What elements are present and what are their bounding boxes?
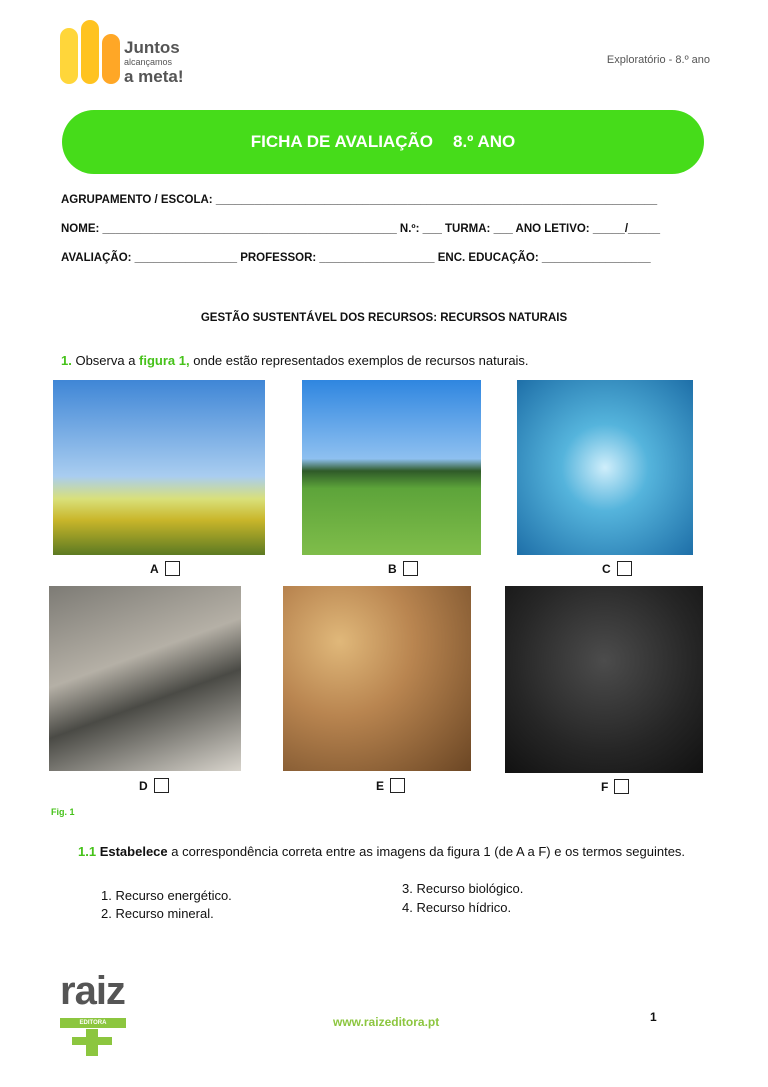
- course-label: Exploratório - 8.º ano: [606, 54, 710, 66]
- label-f: F: [601, 779, 609, 794]
- checkbox-b[interactable]: [403, 561, 418, 576]
- label-d: D: [139, 778, 148, 793]
- figure-caption: Fig. 1: [51, 807, 75, 817]
- option-2: 2. Recurso mineral.: [101, 906, 214, 921]
- question-1: [61, 353, 529, 368]
- logo-text-alcancamos: alcançamos: [124, 57, 173, 67]
- raiz-logo: [60, 969, 130, 1060]
- options-right: [402, 879, 523, 917]
- checkbox-a[interactable]: [165, 561, 180, 576]
- option-1: 1. Recurso energético.: [101, 888, 232, 903]
- image-b-sheep: [302, 380, 481, 555]
- checkbox-e[interactable]: [390, 778, 405, 793]
- option-a: [150, 561, 180, 576]
- raiz-logo-text: raiz: [60, 969, 125, 1013]
- q1-text-post: onde estão representados exemplos de recursos naturais.: [189, 353, 529, 368]
- school-field[interactable]: AGRUPAMENTO / ESCOLA: _____________________________________________________________________: [61, 194, 658, 206]
- logo-text-juntos: Juntos: [124, 38, 180, 57]
- label-b: B: [388, 561, 397, 576]
- raiz-logo-sub: EDITORA: [60, 1018, 126, 1028]
- checkbox-d[interactable]: [154, 778, 169, 793]
- publisher-url[interactable]: www.raizeditora.pt: [333, 1015, 440, 1029]
- checkbox-f[interactable]: [614, 779, 629, 794]
- evaluation-field[interactable]: AVALIAÇÃO: ________________ PROFESSOR: __________________ ENC. EDUCAÇÃO: _________________: [61, 252, 651, 264]
- name-field[interactable]: NOME: ______________________________________________ N.º: ___ TURMA: ___ ANO LETIVO: _____/_____: [61, 223, 660, 235]
- label-a: A: [150, 561, 159, 576]
- option-b: [388, 561, 418, 576]
- title-banner: [62, 110, 704, 174]
- q1-text-pre: Observa a: [71, 353, 140, 368]
- option-e: [376, 778, 405, 793]
- question-verb: Estabelece: [99, 844, 168, 859]
- image-f-coal: [505, 586, 703, 773]
- label-c: C: [602, 561, 611, 576]
- checkbox-c[interactable]: [617, 561, 632, 576]
- question-number: 1.1: [78, 844, 97, 859]
- page-number: 1: [650, 1010, 657, 1024]
- banner-grade: 8.º ANO: [453, 132, 516, 151]
- juntos-logo: [60, 20, 190, 90]
- question-number: 1.: [61, 353, 72, 368]
- figure-ref: figura 1,: [139, 353, 190, 368]
- banner-title: FICHA DE AVALIAÇÃO: [250, 132, 433, 151]
- image-a-wind-turbines: [53, 380, 265, 555]
- label-e: E: [376, 778, 385, 793]
- image-c-water: [517, 380, 693, 555]
- option-4: 4. Recurso hídrico.: [402, 900, 512, 915]
- option-3: 3. Recurso biológico.: [402, 881, 524, 896]
- option-d: [139, 778, 169, 793]
- options-left: [101, 887, 232, 923]
- section-subtitle: GESTÃO SUSTENTÁVEL DOS RECURSOS: RECURSOS NATURAIS: [200, 312, 568, 324]
- option-c: [602, 561, 632, 576]
- question-text: a correspondência correta entre as imagens da figura 1 (de A a F) e os termos seguintes.: [167, 844, 686, 859]
- question-1-1: [78, 842, 698, 861]
- option-f: [601, 779, 629, 794]
- image-e-corks: [283, 586, 471, 771]
- image-d-quarry: [49, 586, 241, 771]
- logo-text-meta: a meta!: [124, 67, 184, 86]
